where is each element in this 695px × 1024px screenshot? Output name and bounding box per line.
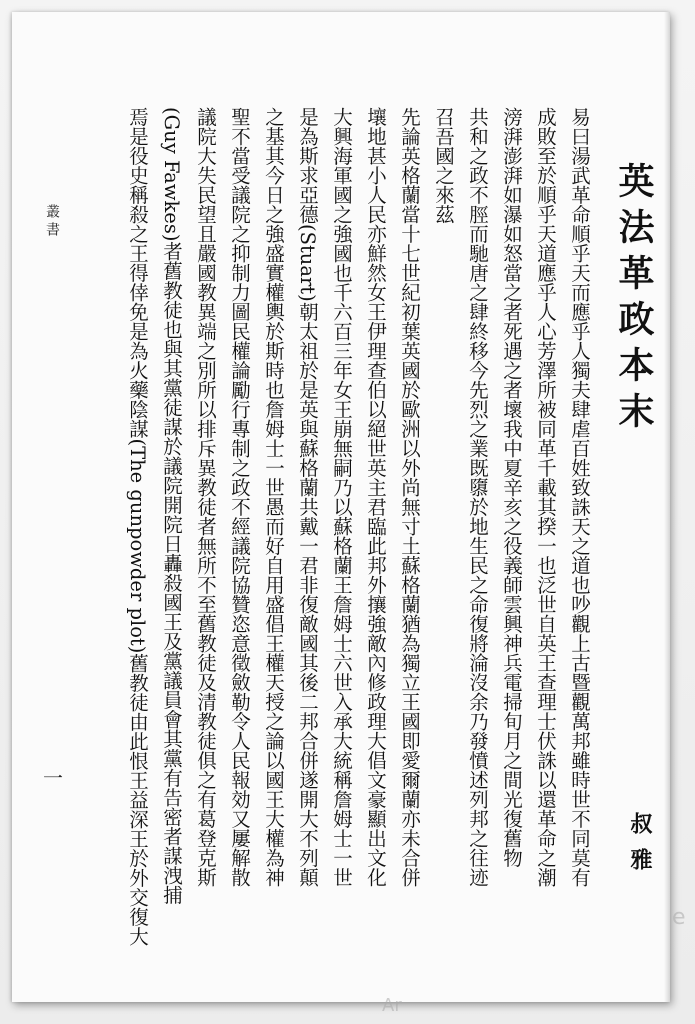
body-column: 焉是役史稱殺之王得倖免是為火藥陰謀(The gunpowder plot)舊教徒由此恨王益深王於外交復大	[126, 107, 149, 946]
article-title: 英法革政本末	[613, 162, 655, 438]
body-column: (Guy Fawkes)者舊教徒也與其黨徒謀於議院開院日轟殺國王及黨議員會其黨有告密者謀洩捕	[160, 107, 183, 905]
watermark-text: Ar	[382, 995, 402, 1016]
body-column: 召吾國之來茲	[432, 107, 455, 224]
body-column: 先論英格蘭當十七世紀初葉英國於歐洲以外尚無寸土蘇格蘭猶為獨立王國即愛爾蘭亦未合併	[398, 107, 421, 887]
body-column: 聖不當受議院之抑制力圖民權論勵行專制之政不經議院協贊恣意徵斂勒令人民報効又屢解散	[228, 107, 251, 887]
page-number: 一	[43, 766, 63, 790]
body-column: 議院大失民望且嚴國教異端之別所以排斥異教徒者無所不至舊教徒及清教徒俱之有葛登克斯	[194, 107, 217, 887]
body-column: 之基其今日之強盛實權輿於斯時也詹姆士一世愚而好自用盛倡王權天授之論以國王大權為神	[262, 107, 285, 887]
body-column: 大興海軍國之強國也千六百三年女王崩無嗣乃以蘇格蘭王詹姆士六世入承大統稱詹姆士一世	[330, 107, 353, 887]
book-page	[12, 12, 670, 1002]
page-edge-shadow	[664, 12, 670, 1002]
body-column: 易曰湯武革命順乎天而應乎人獨夫肆虐百姓致誅天之道也吵觀上古暨觀萬邦雖時世不同莫有	[568, 107, 591, 887]
article-author: 叔雅	[627, 812, 653, 884]
body-column: 滂湃澎湃如瀑如怒當之者死遇之者壞我中夏辛亥之役義師雲興神兵電掃旬月之間光復舊物	[500, 107, 523, 868]
watermark-edge: e	[672, 905, 686, 930]
body-column: 共和之政不脛而馳唐之肆終移今先烈之業既隳於地生民之命復將淪沒余乃發憤述列邦之往迹	[466, 107, 489, 887]
running-header: 叢書	[44, 204, 60, 240]
body-column: 是為斯求亞德(Stuart)朝太祖於是英與蘇格蘭共戴一君非復敵國其後二邦合併遂開大不列顛	[296, 107, 319, 887]
body-column: 壤地甚小人民亦鮮然女王伊理查伯以絕世英主君臨此邦外攘強敵內修政理大倡文豪顯出文化	[364, 107, 387, 887]
body-column: 成敗至於順乎天道應乎人心芳澤所被同革千載其揆一也泛世自英王查理士伏誅以還革命之潮	[534, 107, 557, 887]
